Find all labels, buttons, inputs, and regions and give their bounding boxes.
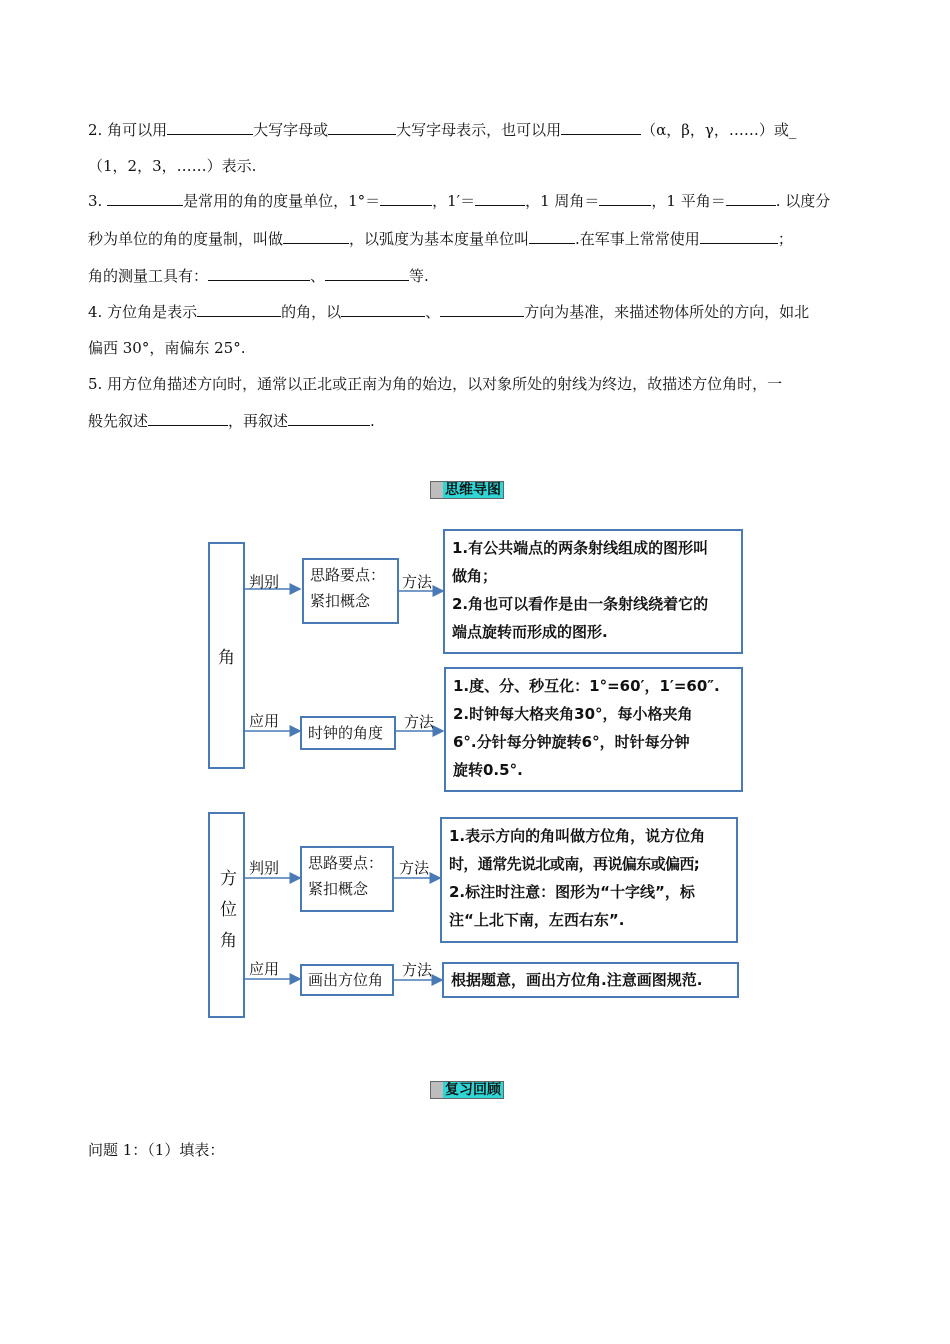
text: ，以弧度为基本度量单位叫 [349,230,530,248]
text: 偏西 30°，南偏东 25°. [88,339,246,357]
mindmap-root-angle [208,542,245,769]
box-line: 思路要点： [310,566,386,584]
box-line: 紧扣概念 [310,592,371,610]
judge-label: 判别 [249,573,280,591]
question-1: 问题 1：（1）填表： [88,1141,225,1159]
text: ，1′＝ [432,192,476,210]
text: . 以度分 [775,192,831,210]
content-line: 根据题意，画出方位角.注意画图规范. [451,971,703,989]
box-line: 思路要点： [308,854,384,872]
apply-label: 应用 [249,712,280,730]
text: 般先叙述 [88,412,149,430]
content-line: 做角； [452,567,498,585]
method-label: 方法 [402,961,433,979]
text: 秒为单位的角的度量制，叫做 [88,230,284,248]
content-line: 时，通常先说北或南，再说偏东或偏西; [449,855,700,873]
text: 大写字母表示，也可以用 [396,121,562,139]
text: 等. [409,267,429,285]
content-line: 2.角也可以看作是由一条射线绕着它的 [452,595,709,613]
method-label: 方法 [399,859,430,877]
bearing-apply-content [442,962,739,998]
apply-label: 应用 [249,960,280,978]
section-title-review [430,1081,504,1099]
content-line: 2.时钟每大格夹角30°，每小格夹角 [453,705,693,723]
text: ，1 平角＝ [651,192,726,210]
text: 大写字母或 [253,121,329,139]
content-line: 1.表示方向的角叫做方位角，说方位角 [449,827,706,845]
box-line: 时钟的角度 [308,724,384,742]
bearing-judge-content [440,817,738,943]
box-line: 紧扣概念 [308,880,369,898]
box-line: 画出方位角 [308,971,384,989]
content-line: 6°.分针每分钟旋转6°，时针每分钟 [453,733,690,751]
bearing-judge-box [300,846,394,912]
content-line: 1.度、分、秒互化：1°=60′，1′=60″. [453,677,720,695]
text: （1，2，3，……）表示. [88,157,257,175]
text: 是常用的角的度量单位，1°＝ [183,192,381,210]
text: 角的测量工具有： [88,267,209,285]
angle-judge-content [443,529,743,654]
section-label: 思维导图 [443,481,504,499]
content-line: 端点旋转而形成的图形. [452,623,608,641]
root-label: 角 [218,648,235,668]
text: （α，β，γ，……）或_ [641,121,797,139]
content-line: 2.标注时注意：图形为“十字线”，标 [449,883,695,901]
text: .在军事上常常使用 [575,230,700,248]
text: . [370,412,375,430]
content-line: 注“上北下南，左西右东”. [449,911,625,929]
text: 、 [425,303,441,321]
angle-apply-box [300,716,396,750]
method-label: 方法 [402,573,433,591]
text: 、 [310,267,326,285]
section-label: 复习回顾 [443,1081,504,1099]
bearing-apply-box [300,964,394,996]
text: ，1 周角＝ [525,192,600,210]
section-marker [430,1081,443,1099]
text: 方向为基准，来描述物体所处的方向，如北 [524,303,810,321]
text: ； [777,230,793,248]
text: 4. 方位角是表示 [88,303,198,321]
method-label: 方法 [404,713,435,731]
text: ，再叙述 [228,412,289,430]
content-line: 旋转0.5°. [453,761,523,779]
mindmap-root-bearing [208,812,245,1018]
angle-apply-content [444,667,743,792]
text: 的角，以 [281,303,342,321]
content-line: 1.有公共端点的两条射线组成的图形叫 [452,539,709,557]
judge-label: 判别 [249,859,280,877]
text: 5. 用方位角描述方向时，通常以正北或正南为角的始边，以对象所处的射线为终边，故描述方位角时，一 [88,375,783,393]
angle-judge-box [302,558,399,624]
text: 2. 角可以用 [88,121,168,139]
root-label: 方位角 [216,868,236,962]
text: 3. [88,192,108,210]
